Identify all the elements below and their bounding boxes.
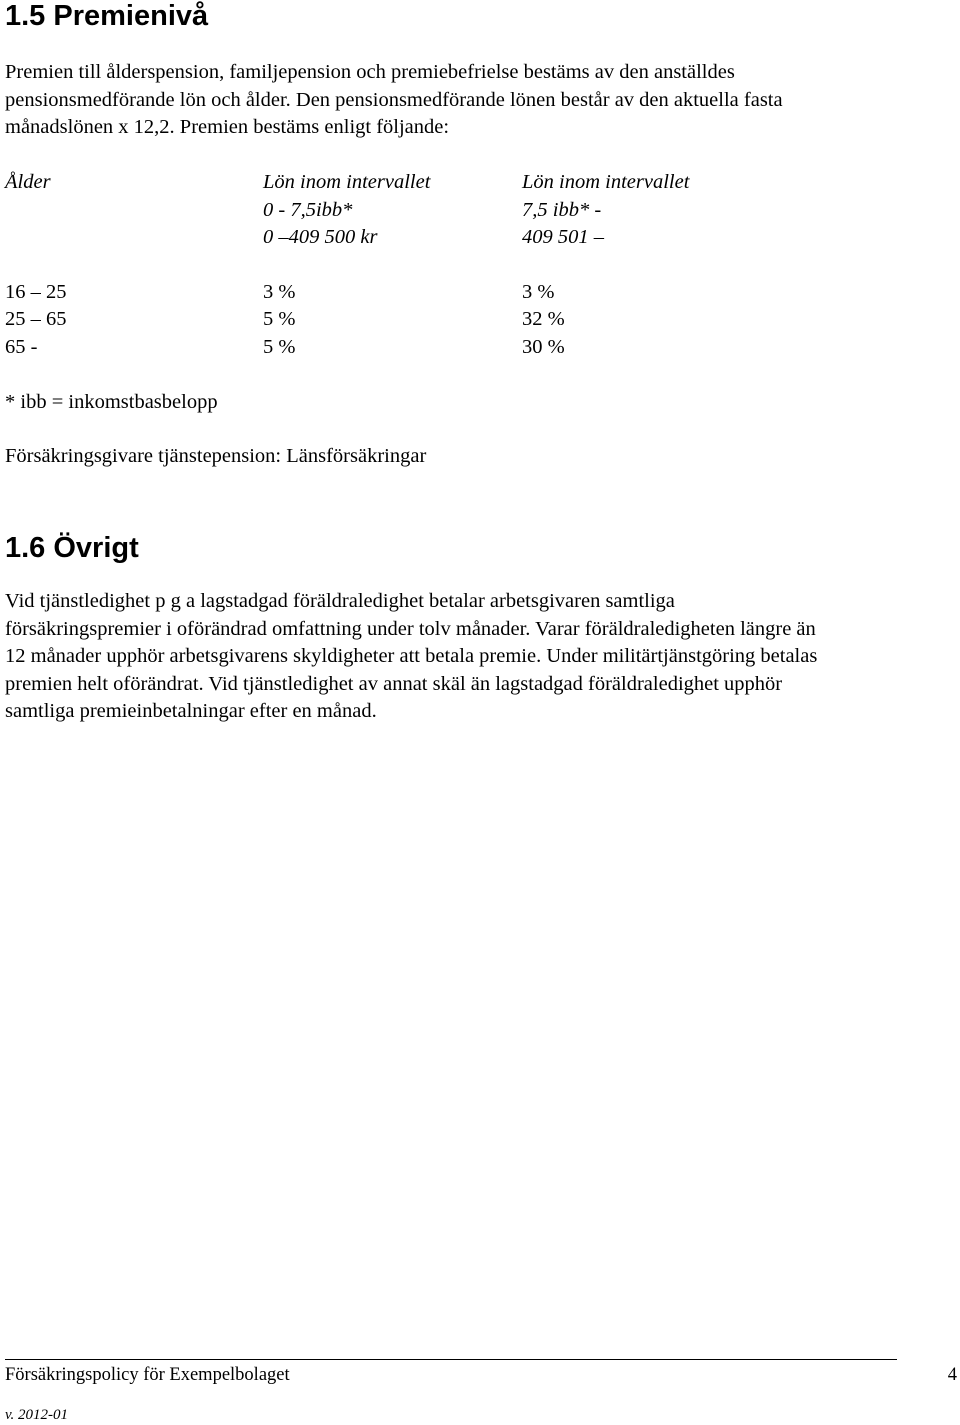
header-age: Ålder <box>5 171 51 193</box>
body-line: 12 månader upphör arbetsgivarens skyldigheter att betala premie. Under militärtjänstgöring betalas <box>5 645 818 668</box>
header-high-2: 7,5 ibb* - <box>522 199 602 221</box>
version-label: v. 2012-01 <box>5 1407 69 1423</box>
table-cell-low: 5 % <box>263 336 296 358</box>
page-number: 4 <box>947 1365 957 1385</box>
table-cell-high: 30 % <box>522 336 565 358</box>
header-low-2: 0 - 7,5ibb* <box>263 199 353 221</box>
ovrigt-paragraph <box>5 588 955 726</box>
section-heading-premieniva: 1.5 Premienivå <box>5 0 209 32</box>
header-high-1: Lön inom intervallet <box>522 171 690 193</box>
header-high-3: 409 501 – <box>522 226 604 248</box>
table-cell-high: 32 % <box>522 308 565 330</box>
table-cell-low: 3 % <box>263 281 296 303</box>
footnote: * ibb = inkomstbasbelopp <box>5 391 218 413</box>
section-heading-ovrigt: 1.6 Övrigt <box>5 532 139 564</box>
intro-line: Premien till ålderspension, familjepension och premiebefrielse bestäms av den anställdes <box>5 61 735 83</box>
intro-line: månadslönen x 12,2. Premien bestäms enligt följande: <box>5 116 450 139</box>
insurer-line: Försäkringsgivare tjänstepension: Länsförsäkringar <box>5 445 427 467</box>
body-line: samtliga premieinbetalningar efter en månad. <box>5 700 377 723</box>
body-line: premien helt oförändrat. Vid tjänstledighet av annat skäl än lagstadgad föräldraledighet upphör <box>5 672 783 695</box>
body-line: Vid tjänstledighet p g a lagstadgad föräldraledighet betalar arbetsgivaren samtliga <box>5 590 675 612</box>
intro-paragraph <box>5 59 955 142</box>
table-cell-age: 25 – 65 <box>5 308 67 330</box>
header-low-1: Lön inom intervallet <box>263 171 431 193</box>
body-line: försäkringspremier i oförändrad omfattning under tolv månader. Varar föräldraledigheten längre än <box>5 617 816 640</box>
footer-divider <box>5 1359 897 1360</box>
table-cell-age: 65 - <box>5 336 38 358</box>
intro-line: pensionsmedförande lön och ålder. Den pensionsmedförande lönen består av den aktuella fasta <box>5 88 783 111</box>
table-cell-low: 5 % <box>263 308 296 330</box>
table-cell-age: 16 – 25 <box>5 281 67 303</box>
header-low-3: 0 –409 500 kr <box>263 226 378 248</box>
footer-title: Försäkringspolicy för Exempelbolaget <box>5 1365 290 1385</box>
table-cell-high: 3 % <box>522 281 555 303</box>
